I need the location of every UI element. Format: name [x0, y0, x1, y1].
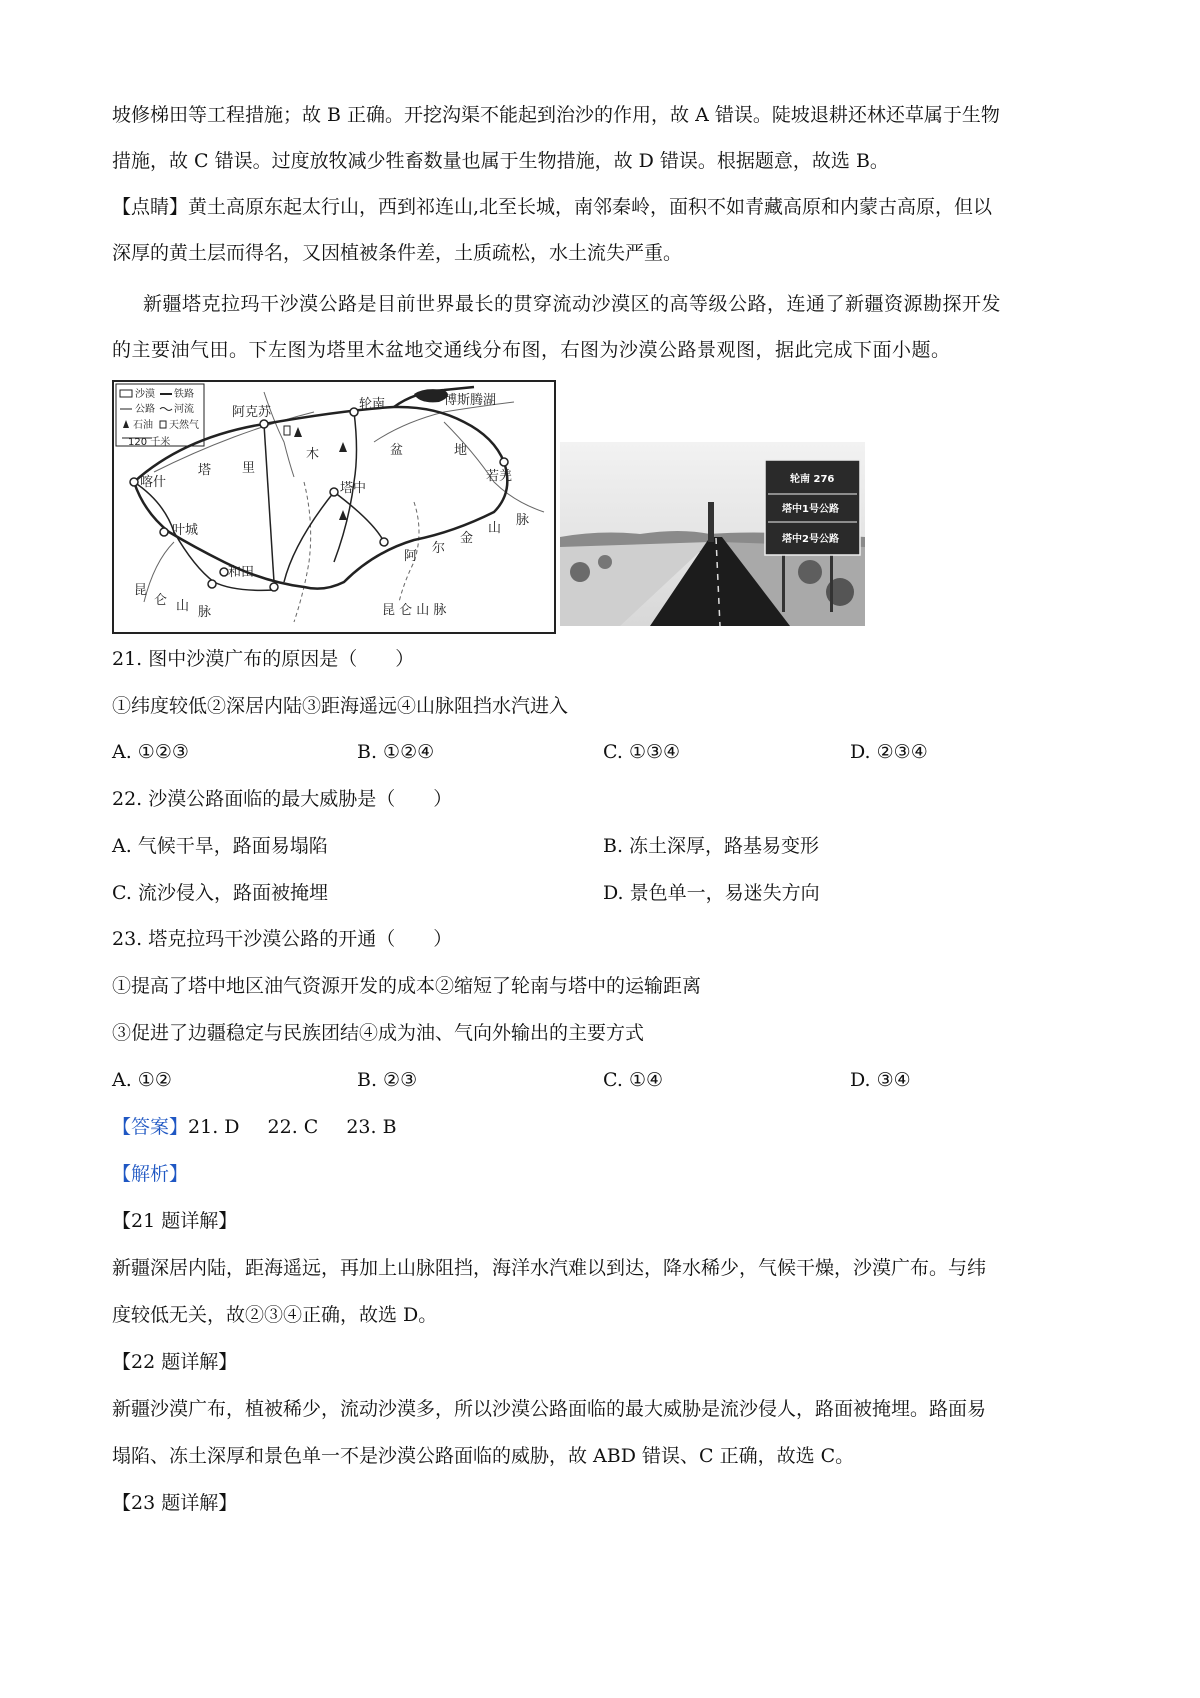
detail-23-heading: 【23 题详解】 — [112, 1492, 238, 1514]
city-yecheng — [160, 528, 168, 536]
label-li: 里 — [242, 461, 256, 476]
label-aksu: 阿克苏 — [232, 405, 272, 420]
q23-stem: 23. 塔克拉玛干沙漠公路的开通（ ） — [112, 928, 453, 950]
city-kashgar — [130, 478, 138, 486]
q22-stem: 22. 沙漠公路面临的最大威胁是（ ） — [112, 788, 453, 810]
legend-river: 河流 — [174, 404, 194, 415]
q23-option-d: D. ③④ — [850, 1069, 911, 1091]
label-aerjin-jin: 金 — [460, 531, 474, 546]
q23-option-b: B. ②③ — [357, 1069, 418, 1091]
q22-option-a: A. 气候干旱，路面易塌陷 — [112, 835, 328, 857]
label-ruoqiang: 若羌 — [486, 469, 513, 484]
answer-21: 21. D — [188, 1116, 240, 1138]
legend-gas: 天然气 — [169, 420, 199, 431]
label-ta: 塔 — [198, 463, 212, 478]
label-aerjin-er: 尔 — [432, 541, 446, 556]
sign-top-text: 轮南 276 — [790, 474, 835, 485]
paragraph-line-2: 措施，故 C 错误。过度放牧减少牲畜数量也属于生物措施，故 D 错误。根据题意，故选 B。 — [112, 150, 889, 172]
q22-option-c: C. 流沙侵入，路面被掩埋 — [112, 882, 328, 904]
label-kun2: 昆 — [134, 583, 148, 598]
desert-road-photo — [560, 442, 865, 626]
answer-tag: 【答案】 — [112, 1116, 189, 1138]
label-hotan: 和田 — [228, 565, 255, 580]
label-aerjin-mai: 脉 — [516, 513, 530, 528]
label-yecheng: 叶城 — [172, 523, 199, 538]
label-mai2: 脉 — [198, 605, 212, 620]
city-aksu — [260, 420, 268, 428]
oil-marker-2 — [294, 427, 302, 437]
label-aerjin-shan: 山 — [488, 521, 502, 536]
sign-mid-text: 塔中1号公路 — [782, 504, 839, 515]
bosten-lake — [414, 389, 448, 402]
legend-scale: 120 千米 — [128, 437, 171, 448]
q21-option-a: A. ①②③ — [112, 741, 189, 763]
legend-oil: 石油 — [133, 420, 153, 431]
detail-22-text-1: 新疆沙漠广布，植被稀少，流动沙漠多，所以沙漠公路面临的最大威胁是流沙侵人，路面被掩埋。路面易 — [112, 1398, 987, 1420]
dianjing-line — [112, 195, 992, 219]
q21-option-c: C. ①③④ — [603, 741, 681, 763]
city-tazhong — [330, 488, 338, 496]
sand-legend-icon — [120, 390, 132, 397]
city-road-node — [270, 583, 278, 591]
dianjing-tag: 【点睛】 — [112, 196, 189, 218]
city-node-3 — [208, 580, 216, 588]
oil-marker-3 — [339, 510, 347, 520]
q21-stem: 21. 图中沙漠广布的原因是（ ） — [112, 648, 415, 670]
detail-21-heading: 【21 题详解】 — [112, 1210, 238, 1232]
label-pen: 盆 — [390, 443, 404, 458]
q23-items-2: ③促进了边疆稳定与民族团结④成为油、气向外输出的主要方式 — [112, 1022, 645, 1044]
legend-rail: 铁路 — [174, 389, 194, 400]
analysis-tag: 【解析】 — [112, 1163, 189, 1185]
label-di: 地 — [454, 443, 468, 458]
q23-items-1: ①提高了塔中地区油气资源开发的成本②缩短了轮南与塔中的运输距离 — [112, 975, 702, 997]
answer-23: 23. B — [346, 1116, 397, 1138]
q21-option-b: B. ①②④ — [357, 741, 435, 763]
paragraph-line-4: 深厚的黄土层而得名，又因植被条件差，土质疏松，水土流失严重。 — [112, 242, 683, 264]
q23-option-a: A. ①② — [112, 1069, 172, 1091]
q21-option-d: D. ②③④ — [850, 741, 928, 763]
label-lun2: 仑 — [154, 593, 168, 608]
label-lunnan: 轮南 — [359, 397, 386, 412]
legend-road: 公路 — [135, 404, 155, 415]
paragraph-line-1: 坡修梯田等工程措施；故 B 正确。开挖沟渠不能起到治沙的作用，故 A 错误。陡坡退耕还林还草属于生物 — [112, 104, 1000, 126]
tarim-basin-map — [112, 380, 556, 634]
sign-bot-text: 塔中2号公路 — [782, 534, 839, 545]
q23-option-c: C. ①④ — [603, 1069, 664, 1091]
legend-sand: 沙漠 — [135, 389, 155, 400]
oil-marker-1 — [339, 442, 347, 452]
city-ruoqiang — [500, 458, 508, 466]
label-bosten: 博斯腾湖 — [444, 393, 497, 408]
label-shan2: 山 — [176, 599, 190, 614]
label-aerjin-a: 阿 — [404, 549, 418, 564]
dianjing-text: 黄土高原东起太行山，西到祁连山,北至长城，南邻秦岭，面积不如青藏高原和内蒙古高原，但以 — [188, 196, 993, 218]
intro-line-1: 新疆塔克拉玛干沙漠公路是目前世界最长的贯穿流动沙漠区的高等级公路，连通了新疆资源勘探开发 — [143, 293, 1002, 315]
label-kunlun: 昆 仑 山 脉 — [382, 603, 447, 618]
map-svg — [114, 382, 554, 632]
answer-22: 22. C — [267, 1116, 319, 1138]
detail-22-heading: 【22 题详解】 — [112, 1351, 238, 1373]
gas-marker-1 — [284, 426, 290, 435]
city-hotan — [220, 568, 228, 576]
q22-option-d: D. 景色单一，易迷失方向 — [603, 882, 820, 904]
detail-21-text-2: 度较低无关，故②③④正确，故选 D。 — [112, 1304, 438, 1326]
label-mu: 木 — [306, 447, 320, 462]
detail-21-text-1: 新疆深居内陆，距海遥远，再加上山脉阻挡，海洋水汽难以到达，降水稀少，气候干燥，沙漠广布。与纬 — [112, 1257, 987, 1279]
q22-option-b: B. 冻土深厚，路基易变形 — [603, 835, 820, 857]
label-tazhong: 塔中 — [340, 481, 367, 496]
photo-svg — [560, 442, 865, 626]
city-lunnan — [350, 408, 358, 416]
answer-line — [112, 1115, 397, 1139]
label-kashgar: 喀什 — [140, 475, 167, 490]
intro-line-2: 的主要油气田。下左图为塔里木盆地交通线分布图，右图为沙漠公路景观图，据此完成下面小题。 — [112, 339, 951, 361]
city-node-2 — [380, 538, 388, 546]
q21-items: ①纬度较低②深居内陆③距海遥远④山脉阻挡水汽进入 — [112, 695, 569, 717]
detail-22-text-2: 塌陷、冻土深厚和景色单一不是沙漠公路面临的威胁，故 ABD 错误、C 正确，故选 C。 — [112, 1445, 855, 1467]
